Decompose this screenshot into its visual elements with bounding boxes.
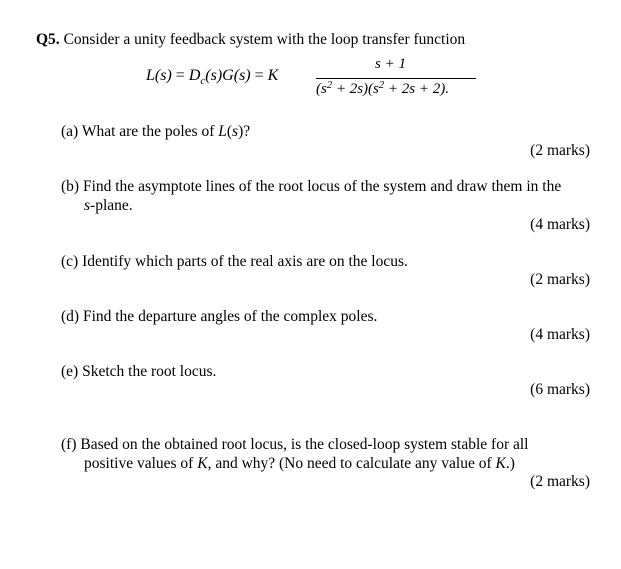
transfer-function-lhs <box>146 67 278 87</box>
part-a-paren: ( <box>226 123 233 140</box>
part-c-marks: (2 marks) <box>530 271 590 288</box>
question-intro: Consider a unity feedback system with the loop transfer function <box>63 31 466 48</box>
eq-D-subscript: c <box>200 75 206 88</box>
part-d <box>61 308 377 326</box>
part-b-s: s <box>84 197 91 214</box>
eq-equals-1: = <box>171 67 189 84</box>
part-f-K2: K <box>495 455 506 472</box>
part-a-end: )? <box>238 123 251 140</box>
den-part1: (s <box>316 81 327 97</box>
part-e-text: Sketch the root locus. <box>82 363 217 380</box>
part-a-text: What are the poles of <box>81 123 219 140</box>
den-sup1: 2 <box>326 80 333 91</box>
part-a-s: s <box>232 123 239 140</box>
part-d-label: (d) <box>61 308 80 325</box>
part-b-line2 <box>84 197 133 215</box>
eq-period: . <box>445 81 449 97</box>
part-b-line1 <box>61 178 561 196</box>
part-f-marks: (2 marks) <box>530 473 590 490</box>
part-a-marks: (2 marks) <box>530 142 590 159</box>
eq-D-arg: (s) <box>205 67 223 84</box>
part-f-text-before: positive values of <box>84 455 198 472</box>
part-f-text-mid: , and why? (No need to calculate any value of <box>207 455 496 472</box>
part-b-marks: (4 marks) <box>530 216 590 233</box>
part-a-label: (a) <box>61 123 79 140</box>
part-d-text: Find the departure angles of the complex poles. <box>82 308 378 325</box>
den-part2: + 2s)(s <box>332 81 379 97</box>
part-c-text: Identify which parts of the real axis are on the locus. <box>82 253 408 270</box>
part-f-line2 <box>84 455 515 473</box>
den-sup2: 2 <box>378 80 385 91</box>
fraction-numerator: s + 1 <box>375 56 406 72</box>
part-c <box>61 253 408 271</box>
eq-D: D <box>188 67 201 84</box>
part-e-marks: (6 marks) <box>530 381 590 398</box>
eq-G-arg: (s) <box>233 67 251 84</box>
eq-G: G <box>222 67 234 84</box>
part-e <box>61 363 216 381</box>
part-f-label: (f) <box>61 436 77 453</box>
den-part3: + 2s + 2) <box>384 81 446 97</box>
part-a <box>61 123 250 141</box>
part-e-label: (e) <box>61 363 79 380</box>
part-b-label: (b) <box>61 178 80 195</box>
eq-L-arg: (s) <box>154 67 172 84</box>
eq-L: L <box>146 67 155 84</box>
eq-gain-K: K <box>267 67 279 84</box>
eq-equals-2: = <box>250 67 268 84</box>
part-f-line1 <box>61 436 529 454</box>
fraction-denominator <box>316 80 449 98</box>
part-f-text-line1: Based on the obtained root locus, is the closed-loop system stable for all <box>80 436 529 453</box>
question-number: Q5. <box>36 31 60 48</box>
part-d-marks: (4 marks) <box>530 326 590 343</box>
part-b-text-line2: -plane. <box>90 197 133 214</box>
part-f-text-end: .) <box>505 455 515 472</box>
part-b-text-line1: Find the asymptote lines of the root locus of the system and draw them in the <box>82 178 562 195</box>
fraction-bar <box>316 78 476 79</box>
part-c-label: (c) <box>61 253 79 270</box>
question-heading <box>36 31 465 49</box>
part-a-L: L <box>218 123 227 140</box>
part-f-K1: K <box>197 455 208 472</box>
